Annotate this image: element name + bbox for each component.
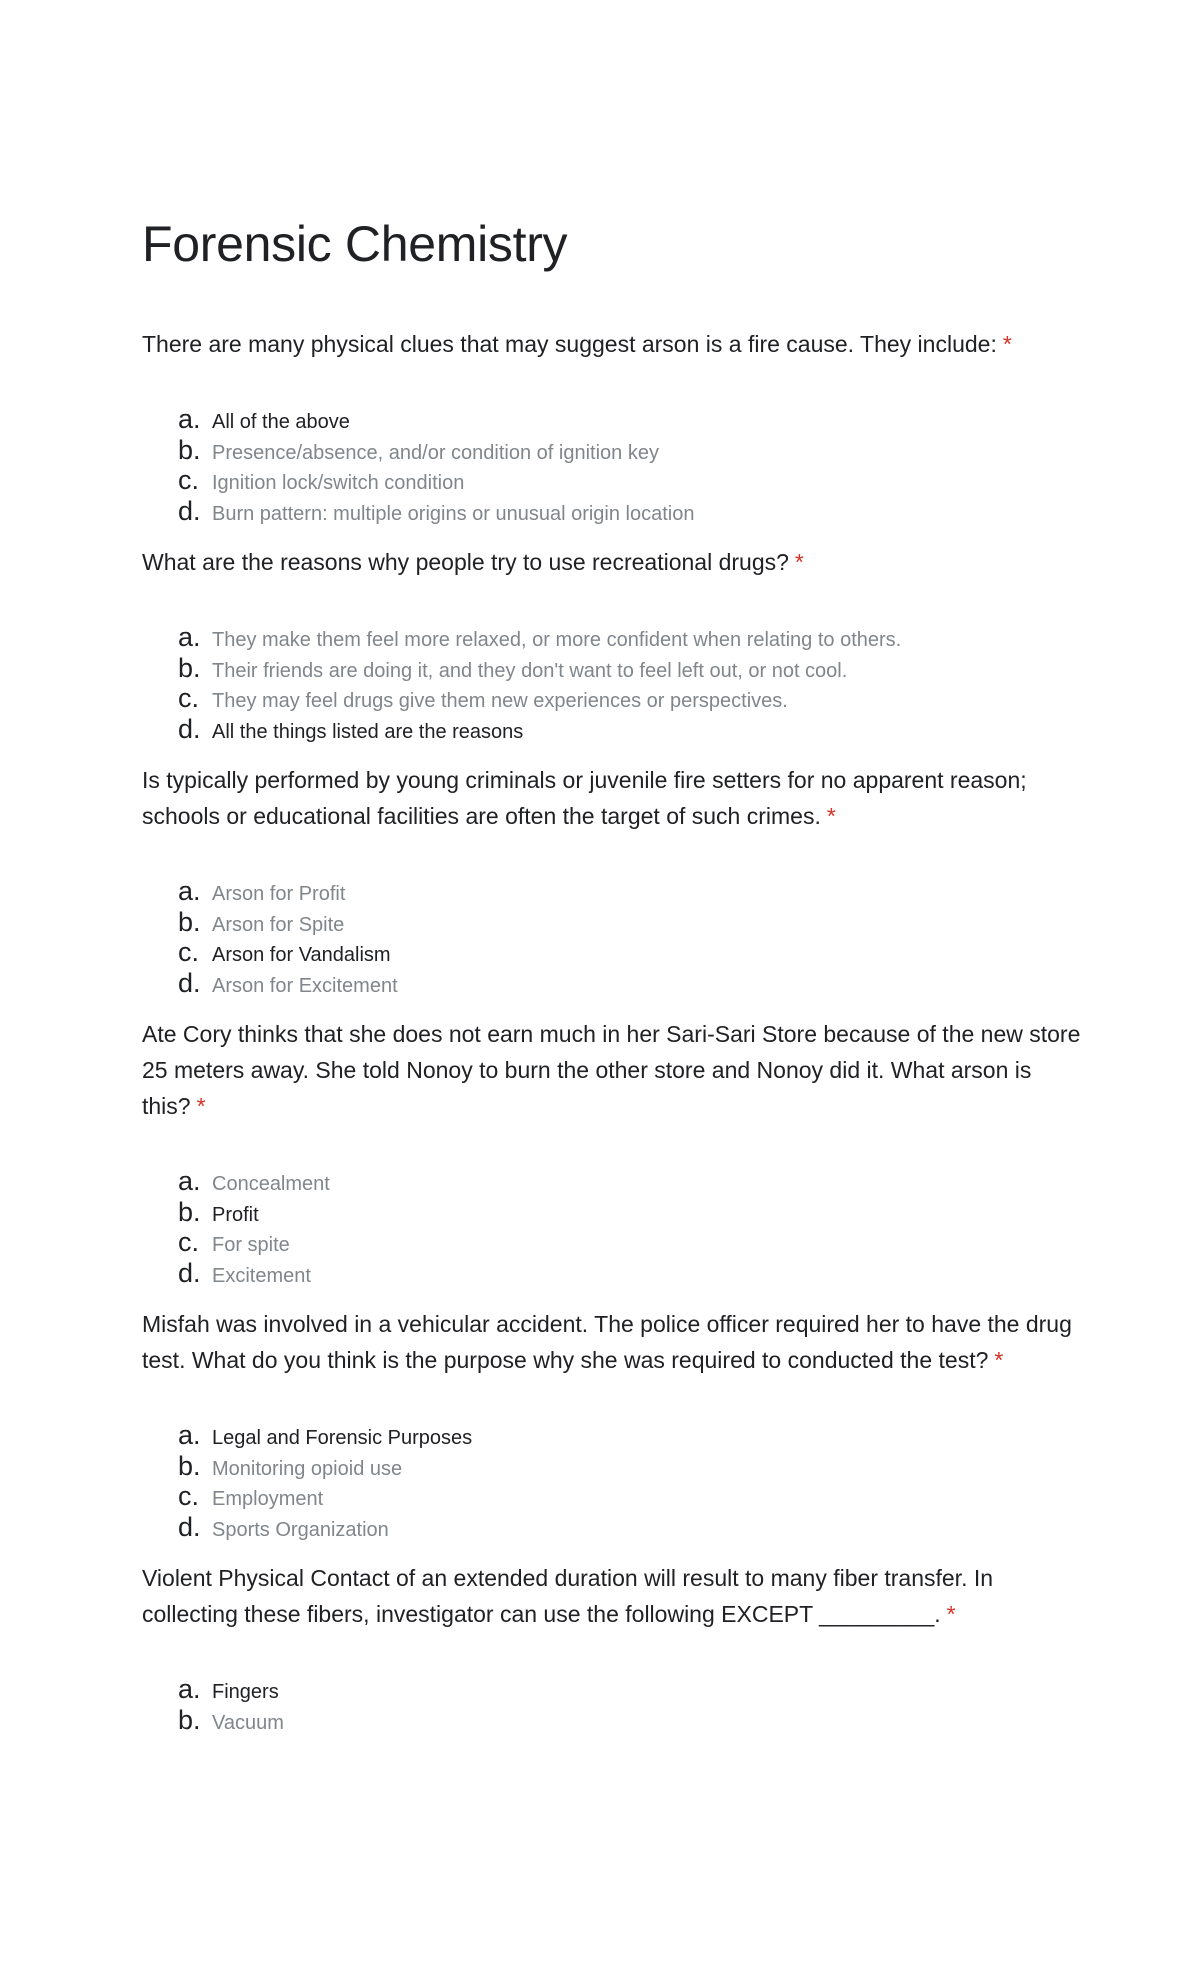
question-text (142, 1016, 1082, 1124)
option-letter: c. (178, 1227, 200, 1257)
option-letter: d. (178, 495, 201, 526)
answer-option[interactable] (178, 435, 1082, 466)
answer-option[interactable] (178, 876, 1082, 907)
option-list (142, 1166, 1082, 1288)
answer-option[interactable] (178, 1227, 1082, 1258)
option-letter: d. (178, 1511, 201, 1542)
required-marker: * (196, 1093, 206, 1119)
option-text: Vacuum (212, 1711, 284, 1734)
question-label: There are many physical clues that may suggest arson is a fire cause. They include: (142, 331, 997, 357)
answer-option[interactable] (178, 465, 1082, 496)
page-title: Forensic Chemistry (142, 216, 568, 272)
question-text (142, 1560, 1082, 1632)
question-block (142, 1016, 1082, 1288)
option-letter: c. (178, 1481, 200, 1511)
answer-option[interactable] (178, 622, 1082, 653)
required-marker: * (946, 1601, 956, 1627)
option-text: Sports Organization (212, 1518, 389, 1541)
option-list (142, 404, 1082, 526)
answer-option[interactable] (178, 1705, 1082, 1736)
option-text: They may feel drugs give them new experiences or perspectives. (212, 690, 788, 712)
option-text: Legal and Forensic Purposes (212, 1427, 473, 1449)
question-text (142, 544, 1082, 580)
question-block (142, 1560, 1082, 1735)
option-letter: b. (178, 1450, 201, 1481)
option-letter: d. (178, 1257, 201, 1288)
option-letter: b. (178, 906, 201, 937)
option-list (142, 622, 1082, 744)
required-marker: * (994, 1347, 1004, 1373)
answer-option[interactable] (178, 1481, 1082, 1512)
option-text: Fingers (212, 1681, 279, 1703)
answer-option[interactable] (178, 683, 1082, 714)
option-text: For spite (212, 1234, 290, 1256)
answer-option[interactable] (178, 496, 1082, 527)
option-text: Burn pattern: multiple origins or unusual origin location (212, 502, 695, 525)
option-letter: c. (178, 683, 200, 713)
question-label: What are the reasons why people try to use recreational drugs? (142, 549, 789, 575)
answer-option[interactable] (178, 404, 1082, 435)
option-text: Arson for Vandalism (212, 944, 391, 966)
option-text: Arson for Excitement (212, 974, 398, 997)
option-text: Arson for Spite (212, 913, 345, 936)
option-letter: b. (178, 652, 201, 683)
option-letter: b. (178, 1196, 201, 1227)
question-block (142, 544, 1082, 744)
answer-option[interactable] (178, 1197, 1082, 1228)
question-label: Ate Cory thinks that she does not earn much in her Sari-Sari Store because of the new store 25 meters away. She told Nonoy to burn the other store and Nonoy did it. What arson is this? (142, 1021, 1081, 1119)
question-label: Is typically performed by young criminals or juvenile fire setters for no apparent reason; schools or educational facilities are often the target of such crimes. (142, 767, 1027, 829)
option-list (142, 1674, 1082, 1735)
question-label: Misfah was involved in a vehicular accident. The police officer required her to have the drug test. What do you think is the purpose why she was required to conducted the test? (142, 1311, 1072, 1373)
option-letter: c. (178, 465, 200, 495)
option-letter: a. (178, 876, 201, 906)
answer-option[interactable] (178, 1451, 1082, 1482)
option-text: Presence/absence, and/or condition of ignition key (212, 441, 659, 464)
form-page (142, 210, 1082, 1753)
option-letter: b. (178, 1704, 201, 1735)
option-letter: a. (178, 622, 201, 652)
question-block (142, 762, 1082, 998)
required-marker: * (826, 803, 836, 829)
required-marker: * (1002, 331, 1012, 357)
option-text: Arson for Profit (212, 883, 346, 905)
option-list (142, 876, 1082, 998)
question-block (142, 1306, 1082, 1542)
required-marker: * (794, 549, 804, 575)
option-list (142, 1420, 1082, 1542)
option-text: Ignition lock/switch condition (212, 472, 465, 494)
option-text: Concealment (212, 1173, 330, 1195)
question-text (142, 762, 1082, 834)
option-text: Excitement (212, 1264, 311, 1287)
answer-option[interactable] (178, 1512, 1082, 1543)
answer-option[interactable] (178, 907, 1082, 938)
option-letter: a. (178, 404, 201, 434)
option-text: They make them feel more relaxed, or more confident when relating to others. (212, 629, 902, 651)
option-text: Their friends are doing it, and they don't want to feel left out, or not cool. (212, 659, 848, 682)
option-letter: a. (178, 1674, 201, 1704)
question-text (142, 1306, 1082, 1378)
answer-option[interactable] (178, 968, 1082, 999)
option-text: Monitoring opioid use (212, 1457, 403, 1480)
question-label: Violent Physical Contact of an extended duration will result to many fiber transfer. In collecting these fibers, investigator can use the following EXCEPT _________. (142, 1565, 994, 1627)
option-letter: b. (178, 434, 201, 465)
answer-option[interactable] (178, 714, 1082, 745)
option-letter: d. (178, 713, 201, 744)
question-list (142, 326, 1082, 1735)
option-letter: a. (178, 1166, 201, 1196)
option-letter: a. (178, 1420, 201, 1450)
option-text: All of the above (212, 411, 350, 433)
option-text: Profit (212, 1203, 259, 1226)
answer-option[interactable] (178, 653, 1082, 684)
option-letter: d. (178, 967, 201, 998)
question-text (142, 326, 1082, 362)
option-text: Employment (212, 1488, 324, 1510)
question-block (142, 326, 1082, 526)
answer-option[interactable] (178, 1674, 1082, 1705)
option-letter: c. (178, 937, 200, 967)
answer-option[interactable] (178, 1420, 1082, 1451)
answer-option[interactable] (178, 1258, 1082, 1289)
answer-option[interactable] (178, 937, 1082, 968)
option-text: All the things listed are the reasons (212, 720, 524, 743)
answer-option[interactable] (178, 1166, 1082, 1197)
